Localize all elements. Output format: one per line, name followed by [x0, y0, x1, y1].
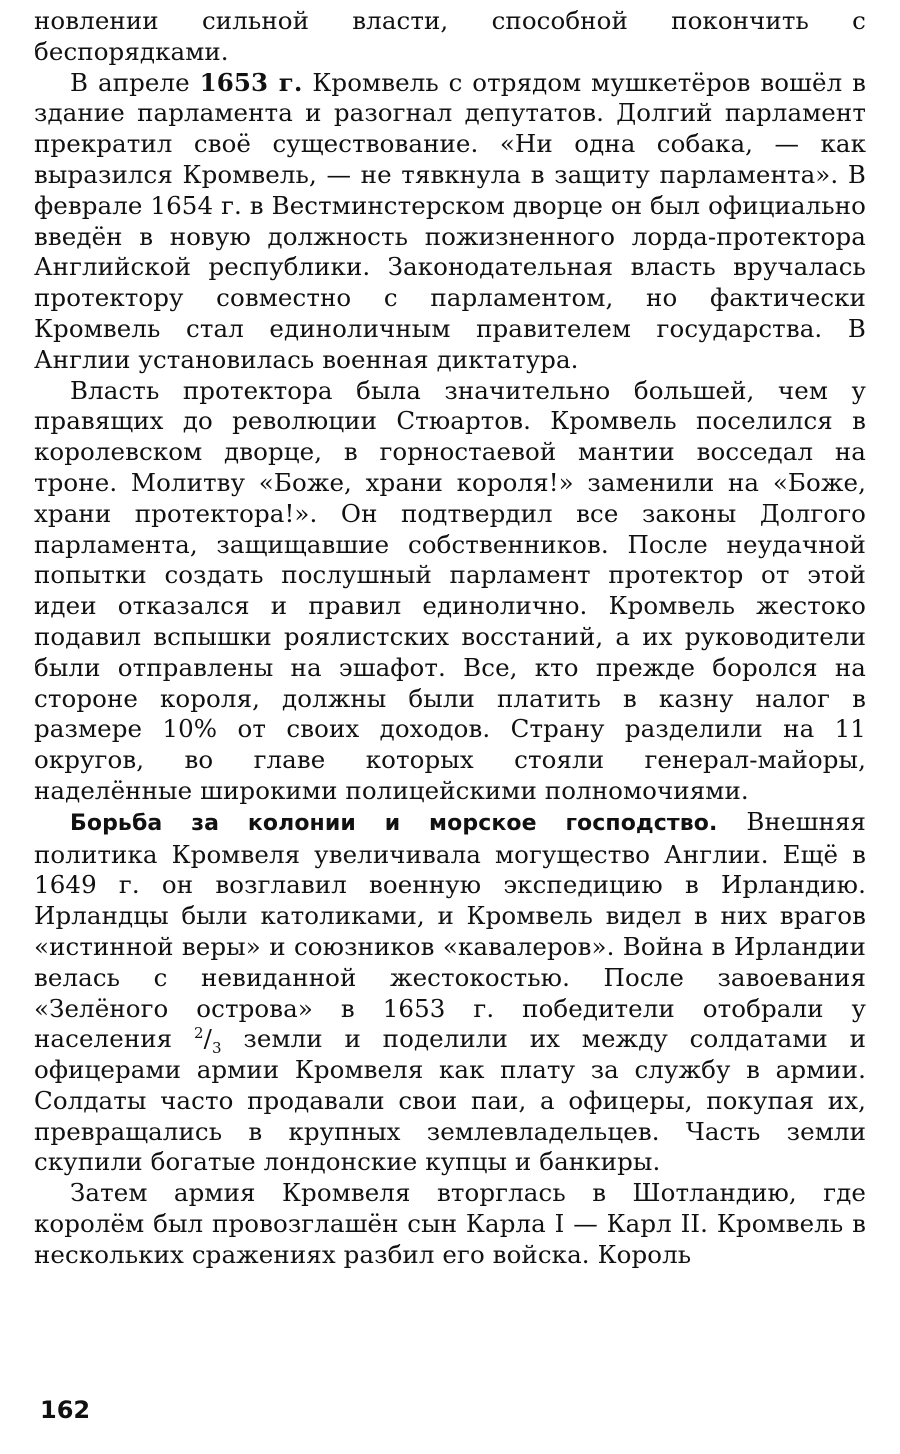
paragraph-scotland: Затем армия Кромвеля вторглась в Шотландию, где королём был провозглашён сын Карла I — Карл II. Кромвель в нескольких сражениях разбил его войска. Король	[34, 1178, 866, 1269]
fraction-denominator: 3	[212, 1039, 222, 1058]
page-number: 162	[40, 1396, 91, 1424]
fraction-numerator: 2	[194, 1024, 204, 1043]
paragraph-colonies	[34, 807, 866, 1179]
section-heading: Борьба за колонии и морское господство.	[70, 810, 718, 836]
fraction-two-thirds	[194, 1024, 222, 1058]
year-1653: 1653 г.	[199, 67, 303, 97]
page-body	[34, 6, 866, 1271]
paragraph-continuation: новлении сильной власти, способной покончить с беспорядками.	[34, 6, 866, 66]
paragraph-text: В апреле	[70, 67, 200, 97]
fraction-separator: /	[203, 1024, 213, 1054]
paragraph-text: Внешняя политика Кромвеля увеличивала могущество Англии. Ещё в 1649 г. он возглавил военную экспедицию в Ирландию. Ирландцы были католиками, и Кромвель видел в них врагов «истинной веры» и союзников «кавалеров». Война в Ирландии велась с невиданной жестокостью. После завоевания «Зелёного острова» в 1653 г. победители отобрали у населения	[34, 806, 866, 1054]
paragraph-text: земли и поделили их между солдатами и офицерами армии Кромвеля как плату за службу в армии. Солдаты часто продавали свои паи, а офицеры, покупая их, превращались в крупных землевладельцев. Часть земли скупили богатые лондонские купцы и банкиры.	[34, 1024, 867, 1177]
paragraph-text: Кромвель с отрядом мушкетёров вошёл в здание парламента и разогнал депутатов. Долгий парламент прекратил своё существование. «Ни одна собака, — как выразился Кромвель, — не тявкнула в защиту парламента». В феврале 1654 г. в Вестминстерском дворце он был официально введён в новую должность пожизненного лорда-протектора Английской республики. Законодательная власть вручалась протектору совместно с парламентом, но фактически Кромвель стал единоличным правителем государства. В Англии установилась военная диктатура.	[34, 67, 866, 374]
paragraph-protector-power: Власть протектора была значительно большей, чем у правящих до революции Стюартов. Кромвель поселился в королевском дворце, в горностаевой мантии восседал на троне. Молитву «Боже, храни короля!» заменили на «Боже, храни протектора!». Он подтвердил все законы Долгого парламента, защищавшие собственников. После неудачной попытки создать послушный парламент протектор от этой идеи отказался и правил единолично. Кромвель жестоко подавил вспышки роялистских восстаний, а их руководители были отправлены на эшафот. Все, кто прежде боролся на стороне короля, должны были платить в казну налог в размере 10% от своих доходов. Страну разделили на 11 округов, во главе которых стояли генерал-майоры, наделённые широкими полицейскими полномочиями.	[34, 375, 866, 805]
paragraph-dissolution-of-parliament	[34, 68, 866, 376]
